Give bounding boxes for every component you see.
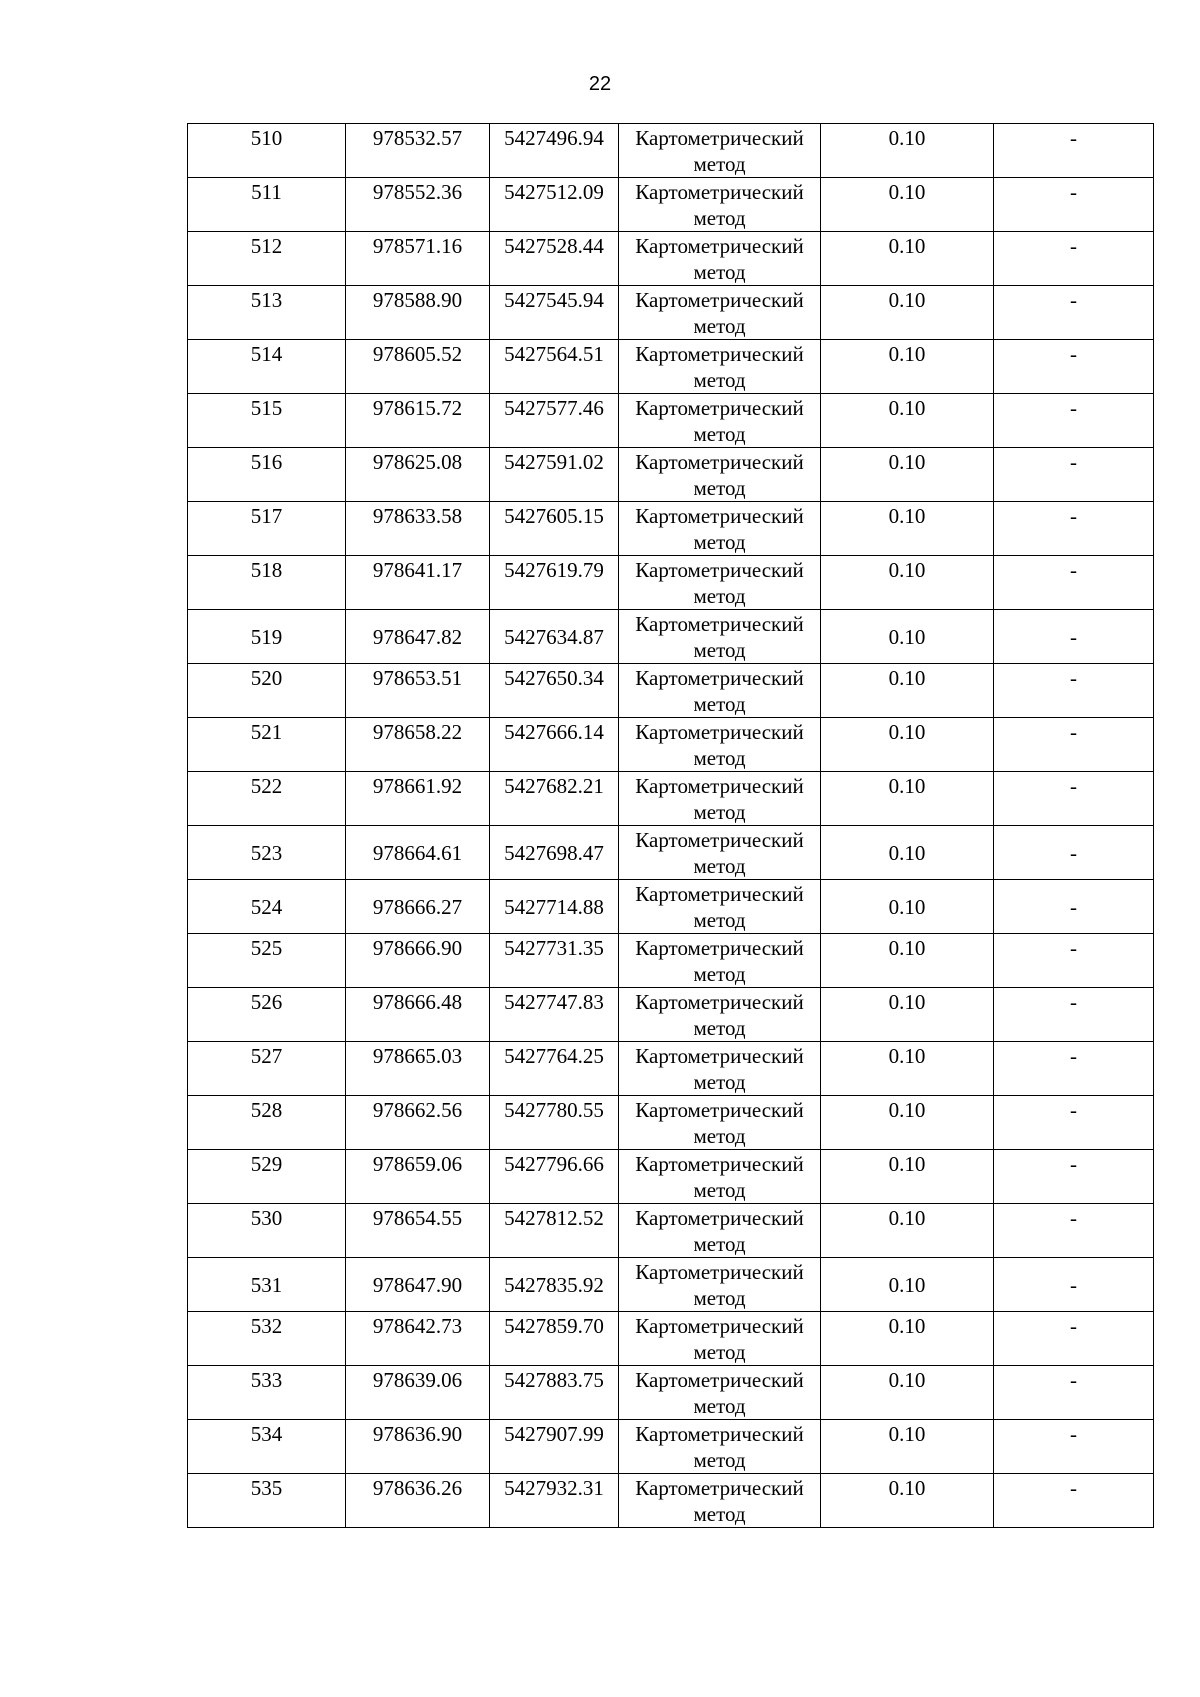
- method-cell: [619, 934, 821, 988]
- x-coordinate-cell: 978665.03: [346, 1042, 490, 1096]
- method-cell: [619, 178, 821, 232]
- point-number-cell: 533: [188, 1366, 346, 1420]
- description-cell: -: [994, 448, 1154, 502]
- accuracy-cell: 0.10: [821, 1312, 994, 1366]
- x-coordinate-cell: 978666.27: [346, 880, 490, 934]
- point-number-cell: 510: [188, 124, 346, 178]
- table-row: [188, 1420, 1154, 1474]
- description-cell: -: [994, 1204, 1154, 1258]
- method-line-1: Картометрический: [635, 1098, 804, 1122]
- description-cell: -: [994, 880, 1154, 934]
- table-row: [188, 178, 1154, 232]
- y-coordinate-cell: 5427577.46: [490, 394, 619, 448]
- description-cell: -: [994, 1042, 1154, 1096]
- method-line-2: метод: [693, 368, 746, 392]
- accuracy-cell: 0.10: [821, 556, 994, 610]
- accuracy-cell: 0.10: [821, 664, 994, 718]
- method-line-1: Картометрический: [635, 612, 804, 636]
- y-coordinate-cell: 5427859.70: [490, 1312, 619, 1366]
- accuracy-cell: 0.10: [821, 1096, 994, 1150]
- point-number-cell: 530: [188, 1204, 346, 1258]
- y-coordinate-cell: 5427591.02: [490, 448, 619, 502]
- table-row: [188, 826, 1154, 880]
- method-cell: [619, 124, 821, 178]
- point-number-cell: 528: [188, 1096, 346, 1150]
- method-cell: [619, 340, 821, 394]
- method-line-2: метод: [693, 962, 746, 986]
- accuracy-cell: 0.10: [821, 394, 994, 448]
- accuracy-cell: 0.10: [821, 1204, 994, 1258]
- method-line-1: Картометрический: [635, 126, 804, 150]
- x-coordinate-cell: 978552.36: [346, 178, 490, 232]
- table-row: [188, 502, 1154, 556]
- method-cell: [619, 1474, 821, 1528]
- table-row: [188, 1312, 1154, 1366]
- description-cell: -: [994, 772, 1154, 826]
- description-cell: -: [994, 988, 1154, 1042]
- method-cell: [619, 1042, 821, 1096]
- page-number: 22: [588, 73, 612, 95]
- x-coordinate-cell: 978633.58: [346, 502, 490, 556]
- y-coordinate-cell: 5427512.09: [490, 178, 619, 232]
- method-line-2: метод: [693, 1124, 746, 1148]
- point-number-cell: 525: [188, 934, 346, 988]
- method-cell: [619, 448, 821, 502]
- method-line-1: Картометрический: [635, 720, 804, 744]
- method-line-2: метод: [693, 1070, 746, 1094]
- method-line-2: метод: [693, 1016, 746, 1040]
- table-row: [188, 394, 1154, 448]
- method-line-1: Картометрический: [635, 882, 804, 906]
- description-cell: -: [994, 502, 1154, 556]
- x-coordinate-cell: 978664.61: [346, 826, 490, 880]
- description-cell: -: [994, 178, 1154, 232]
- accuracy-cell: 0.10: [821, 718, 994, 772]
- method-cell: [619, 1420, 821, 1474]
- method-cell: [619, 1150, 821, 1204]
- x-coordinate-cell: 978666.48: [346, 988, 490, 1042]
- description-cell: -: [994, 664, 1154, 718]
- method-cell: [619, 1204, 821, 1258]
- method-line-1: Картометрический: [635, 1260, 804, 1284]
- description-cell: -: [994, 1258, 1154, 1312]
- x-coordinate-cell: 978647.90: [346, 1258, 490, 1312]
- y-coordinate-cell: 5427634.87: [490, 610, 619, 664]
- point-number-cell: 523: [188, 826, 346, 880]
- method-line-2: метод: [693, 692, 746, 716]
- point-number-cell: 532: [188, 1312, 346, 1366]
- point-number-cell: 515: [188, 394, 346, 448]
- description-cell: -: [994, 1420, 1154, 1474]
- table-row: [188, 556, 1154, 610]
- table-row: [188, 610, 1154, 664]
- table-row: [188, 772, 1154, 826]
- method-line-1: Картометрический: [635, 666, 804, 690]
- x-coordinate-cell: 978642.73: [346, 1312, 490, 1366]
- x-coordinate-cell: 978658.22: [346, 718, 490, 772]
- method-line-2: метод: [693, 260, 746, 284]
- x-coordinate-cell: 978654.55: [346, 1204, 490, 1258]
- y-coordinate-cell: 5427714.88: [490, 880, 619, 934]
- method-cell: [619, 610, 821, 664]
- method-line-2: метод: [693, 584, 746, 608]
- method-line-2: метод: [693, 314, 746, 338]
- method-line-2: метод: [693, 152, 746, 176]
- method-line-1: Картометрический: [635, 450, 804, 474]
- method-cell: [619, 1096, 821, 1150]
- description-cell: -: [994, 826, 1154, 880]
- method-cell: [619, 394, 821, 448]
- accuracy-cell: 0.10: [821, 1474, 994, 1528]
- method-line-1: Картометрический: [635, 558, 804, 582]
- method-line-2: метод: [693, 1286, 746, 1310]
- table-row: [188, 232, 1154, 286]
- x-coordinate-cell: 978605.52: [346, 340, 490, 394]
- y-coordinate-cell: 5427932.31: [490, 1474, 619, 1528]
- x-coordinate-cell: 978653.51: [346, 664, 490, 718]
- method-line-1: Картометрический: [635, 828, 804, 852]
- point-number-cell: 527: [188, 1042, 346, 1096]
- table-row: [188, 1096, 1154, 1150]
- description-cell: -: [994, 610, 1154, 664]
- y-coordinate-cell: 5427812.52: [490, 1204, 619, 1258]
- point-number-cell: 535: [188, 1474, 346, 1528]
- accuracy-cell: 0.10: [821, 1420, 994, 1474]
- x-coordinate-cell: 978662.56: [346, 1096, 490, 1150]
- x-coordinate-cell: 978588.90: [346, 286, 490, 340]
- x-coordinate-cell: 978532.57: [346, 124, 490, 178]
- method-cell: [619, 556, 821, 610]
- point-number-cell: 524: [188, 880, 346, 934]
- x-coordinate-cell: 978659.06: [346, 1150, 490, 1204]
- x-coordinate-cell: 978615.72: [346, 394, 490, 448]
- method-line-2: метод: [693, 476, 746, 500]
- description-cell: -: [994, 340, 1154, 394]
- description-cell: -: [994, 718, 1154, 772]
- point-number-cell: 514: [188, 340, 346, 394]
- accuracy-cell: 0.10: [821, 934, 994, 988]
- method-line-2: метод: [693, 530, 746, 554]
- y-coordinate-cell: 5427666.14: [490, 718, 619, 772]
- coordinates-table-body: [188, 124, 1154, 1528]
- point-number-cell: 521: [188, 718, 346, 772]
- accuracy-cell: 0.10: [821, 1150, 994, 1204]
- table-row: [188, 1474, 1154, 1528]
- method-line-1: Картометрический: [635, 990, 804, 1014]
- y-coordinate-cell: 5427883.75: [490, 1366, 619, 1420]
- table-row: [188, 124, 1154, 178]
- accuracy-cell: 0.10: [821, 178, 994, 232]
- y-coordinate-cell: 5427605.15: [490, 502, 619, 556]
- y-coordinate-cell: 5427619.79: [490, 556, 619, 610]
- method-cell: [619, 286, 821, 340]
- method-line-2: метод: [693, 746, 746, 770]
- table-row: [188, 934, 1154, 988]
- accuracy-cell: 0.10: [821, 988, 994, 1042]
- method-line-2: метод: [693, 422, 746, 446]
- y-coordinate-cell: 5427682.21: [490, 772, 619, 826]
- method-line-1: Картометрический: [635, 1368, 804, 1392]
- accuracy-cell: 0.10: [821, 340, 994, 394]
- accuracy-cell: 0.10: [821, 772, 994, 826]
- point-number-cell: 529: [188, 1150, 346, 1204]
- x-coordinate-cell: 978666.90: [346, 934, 490, 988]
- point-number-cell: 526: [188, 988, 346, 1042]
- x-coordinate-cell: 978661.92: [346, 772, 490, 826]
- method-cell: [619, 502, 821, 556]
- accuracy-cell: 0.10: [821, 502, 994, 556]
- x-coordinate-cell: 978625.08: [346, 448, 490, 502]
- coordinates-table: [187, 123, 1154, 1528]
- method-line-2: метод: [693, 1340, 746, 1364]
- table-row: [188, 340, 1154, 394]
- method-line-1: Картометрический: [635, 936, 804, 960]
- table-row: [188, 448, 1154, 502]
- point-number-cell: 534: [188, 1420, 346, 1474]
- accuracy-cell: 0.10: [821, 610, 994, 664]
- method-line-1: Картометрический: [635, 1422, 804, 1446]
- accuracy-cell: 0.10: [821, 232, 994, 286]
- point-number-cell: 519: [188, 610, 346, 664]
- method-cell: [619, 232, 821, 286]
- table-row: [188, 880, 1154, 934]
- method-cell: [619, 1366, 821, 1420]
- y-coordinate-cell: 5427764.25: [490, 1042, 619, 1096]
- table-row: [188, 1258, 1154, 1312]
- y-coordinate-cell: 5427564.51: [490, 340, 619, 394]
- y-coordinate-cell: 5427796.66: [490, 1150, 619, 1204]
- method-line-2: метод: [693, 206, 746, 230]
- method-line-2: метод: [693, 1232, 746, 1256]
- y-coordinate-cell: 5427747.83: [490, 988, 619, 1042]
- y-coordinate-cell: 5427907.99: [490, 1420, 619, 1474]
- method-cell: [619, 718, 821, 772]
- x-coordinate-cell: 978639.06: [346, 1366, 490, 1420]
- point-number-cell: 518: [188, 556, 346, 610]
- method-line-1: Картометрический: [635, 234, 804, 258]
- table-row: [188, 718, 1154, 772]
- method-line-1: Картометрический: [635, 396, 804, 420]
- table-row: [188, 988, 1154, 1042]
- table-row: [188, 1204, 1154, 1258]
- method-cell: [619, 664, 821, 718]
- description-cell: -: [994, 232, 1154, 286]
- point-number-cell: 516: [188, 448, 346, 502]
- point-number-cell: 511: [188, 178, 346, 232]
- y-coordinate-cell: 5427731.35: [490, 934, 619, 988]
- y-coordinate-cell: 5427528.44: [490, 232, 619, 286]
- accuracy-cell: 0.10: [821, 880, 994, 934]
- point-number-cell: 531: [188, 1258, 346, 1312]
- y-coordinate-cell: 5427545.94: [490, 286, 619, 340]
- description-cell: -: [994, 1096, 1154, 1150]
- point-number-cell: 522: [188, 772, 346, 826]
- description-cell: -: [994, 556, 1154, 610]
- method-cell: [619, 880, 821, 934]
- method-line-1: Картометрический: [635, 1152, 804, 1176]
- accuracy-cell: 0.10: [821, 448, 994, 502]
- accuracy-cell: 0.10: [821, 1042, 994, 1096]
- method-line-1: Картометрический: [635, 774, 804, 798]
- x-coordinate-cell: 978636.26: [346, 1474, 490, 1528]
- description-cell: -: [994, 124, 1154, 178]
- method-cell: [619, 1258, 821, 1312]
- x-coordinate-cell: 978647.82: [346, 610, 490, 664]
- method-line-2: метод: [693, 1502, 746, 1526]
- accuracy-cell: 0.10: [821, 1258, 994, 1312]
- description-cell: -: [994, 1474, 1154, 1528]
- method-cell: [619, 988, 821, 1042]
- accuracy-cell: 0.10: [821, 826, 994, 880]
- method-line-1: Картометрический: [635, 1314, 804, 1338]
- table-row: [188, 1150, 1154, 1204]
- y-coordinate-cell: 5427496.94: [490, 124, 619, 178]
- description-cell: -: [994, 394, 1154, 448]
- y-coordinate-cell: 5427835.92: [490, 1258, 619, 1312]
- table-row: [188, 1366, 1154, 1420]
- x-coordinate-cell: 978571.16: [346, 232, 490, 286]
- method-line-1: Картометрический: [635, 1206, 804, 1230]
- description-cell: -: [994, 934, 1154, 988]
- table-row: [188, 664, 1154, 718]
- method-cell: [619, 772, 821, 826]
- method-line-1: Картометрический: [635, 504, 804, 528]
- y-coordinate-cell: 5427650.34: [490, 664, 619, 718]
- point-number-cell: 517: [188, 502, 346, 556]
- description-cell: -: [994, 1312, 1154, 1366]
- y-coordinate-cell: 5427780.55: [490, 1096, 619, 1150]
- method-line-2: метод: [693, 854, 746, 878]
- point-number-cell: 520: [188, 664, 346, 718]
- description-cell: -: [994, 286, 1154, 340]
- method-line-2: метод: [693, 908, 746, 932]
- table-row: [188, 286, 1154, 340]
- method-line-2: метод: [693, 800, 746, 824]
- method-line-1: Картометрический: [635, 1044, 804, 1068]
- point-number-cell: 512: [188, 232, 346, 286]
- method-line-2: метод: [693, 1178, 746, 1202]
- x-coordinate-cell: 978636.90: [346, 1420, 490, 1474]
- accuracy-cell: 0.10: [821, 286, 994, 340]
- method-cell: [619, 1312, 821, 1366]
- point-number-cell: 513: [188, 286, 346, 340]
- method-line-2: метод: [693, 1448, 746, 1472]
- method-cell: [619, 826, 821, 880]
- y-coordinate-cell: 5427698.47: [490, 826, 619, 880]
- method-line-2: метод: [693, 638, 746, 662]
- accuracy-cell: 0.10: [821, 1366, 994, 1420]
- method-line-1: Картометрический: [635, 180, 804, 204]
- table-row: [188, 1042, 1154, 1096]
- description-cell: -: [994, 1366, 1154, 1420]
- method-line-1: Картометрический: [635, 1476, 804, 1500]
- x-coordinate-cell: 978641.17: [346, 556, 490, 610]
- method-line-1: Картометрический: [635, 288, 804, 312]
- method-line-1: Картометрический: [635, 342, 804, 366]
- accuracy-cell: 0.10: [821, 124, 994, 178]
- method-line-2: метод: [693, 1394, 746, 1418]
- description-cell: -: [994, 1150, 1154, 1204]
